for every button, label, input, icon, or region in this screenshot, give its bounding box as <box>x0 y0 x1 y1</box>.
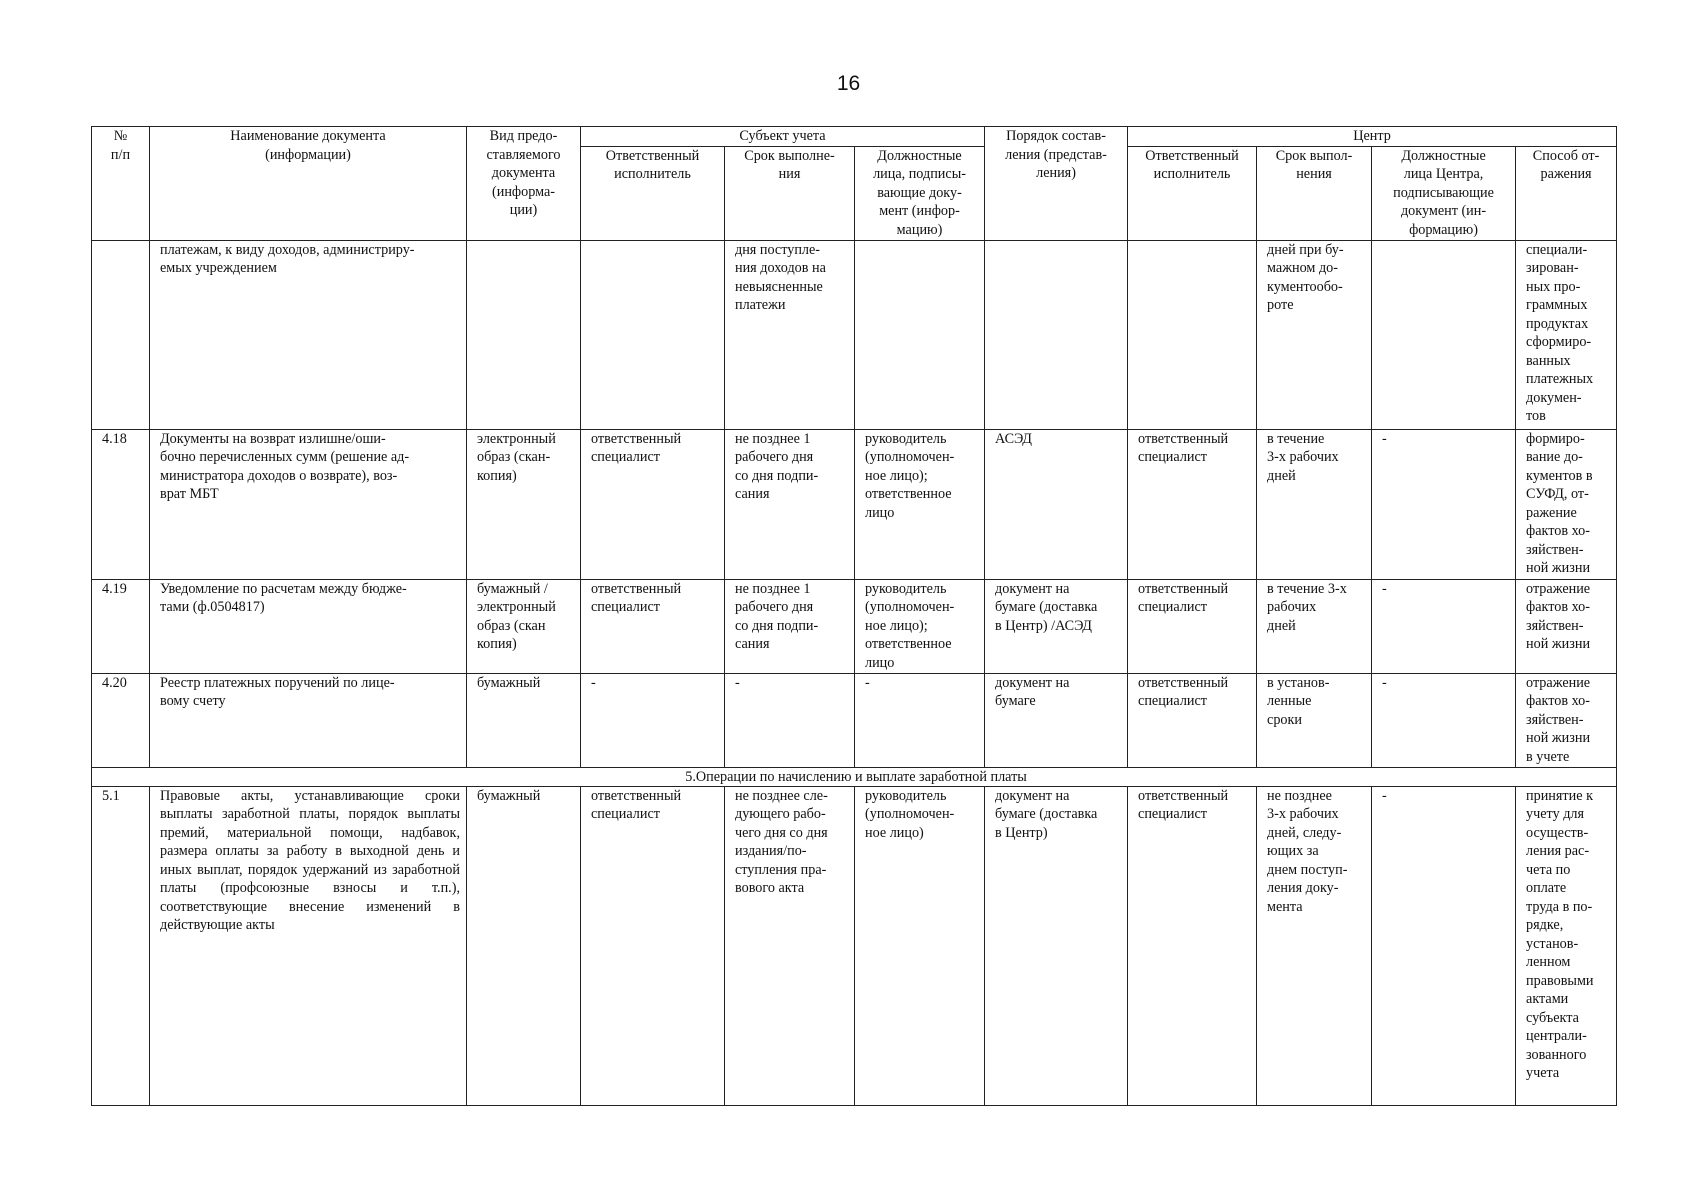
row-center-executor <box>1128 240 1257 429</box>
row-center-deadline: в течение 3-х рабочих дней <box>1257 429 1372 579</box>
row-document-name: Реестр платежных поручений по лице- вому счету <box>150 673 467 767</box>
header-center-executor: Ответственный исполнитель <box>1128 146 1257 240</box>
header-order: Порядок состав- ления (представ- ления) <box>985 127 1128 241</box>
row-center-executor: ответственный специалист <box>1128 579 1257 673</box>
document-table <box>91 126 1617 1106</box>
row-center-officials: - <box>1372 786 1516 1105</box>
row-center-officials: - <box>1372 579 1516 673</box>
row-subject-executor: ответственный специалист <box>581 786 725 1105</box>
header-document-type: Вид предо- ставляемого документа (информа- ции) <box>467 127 581 241</box>
page-number: 16 <box>836 72 861 95</box>
row-subject-officials: руководитель (уполномочен- ное лицо); ответственное лицо <box>855 429 985 579</box>
header-number: № п/п <box>92 127 150 241</box>
row-subject-deadline: дня поступле- ния доходов на невыясненные платежи <box>725 240 855 429</box>
row-document-type: бумажный <box>467 673 581 767</box>
table-header <box>92 127 1617 241</box>
header-subject-deadline: Срок выполне- ния <box>725 146 855 240</box>
row-document-name: Уведомление по расчетам между бюдже- тами (ф.0504817) <box>150 579 467 673</box>
section-heading-row <box>92 767 1617 786</box>
row-center-deadline: в установ- ленные сроки <box>1257 673 1372 767</box>
row-center-method: принятие к учету для осуществ- ления рас- чета по оплате труда в по- рядке, установ- ленном правовыми актами субъекта централи- зованного учета <box>1516 786 1617 1105</box>
row-order: документ на бумаге (доставка в Центр) <box>985 786 1128 1105</box>
row-center-deadline: не позднее 3-х рабочих дней, следу- ющих за днем поступ- ления доку- мента <box>1257 786 1372 1105</box>
row-document-type: бумажный / электронный образ (скан копия) <box>467 579 581 673</box>
row-center-executor: ответственный специалист <box>1128 673 1257 767</box>
row-center-officials <box>1372 240 1516 429</box>
row-center-method: формиро- вание до- кументов в СУФД, от- ражение фактов хо- зяйствен- ной жизни <box>1516 429 1617 579</box>
row-subject-executor: - <box>581 673 725 767</box>
header-center-deadline: Срок выпол- нения <box>1257 146 1372 240</box>
row-center-officials: - <box>1372 673 1516 767</box>
header-center-officials: Должностные лица Центра, подписывающие документ (ин- формацию) <box>1372 146 1516 240</box>
row-document-name: Документы на возврат излишне/оши- бочно перечисленных сумм (решение ад- министратора доходов о возврате), воз- врат МБТ <box>150 429 467 579</box>
header-subject-officials: Должностные лица, подписы- вающие доку- мент (инфор- мацию) <box>855 146 985 240</box>
section-heading: 5.Операции по начислению и выплате заработной платы <box>92 767 1617 786</box>
row-order: документ на бумаге (доставка в Центр) /АСЭД <box>985 579 1128 673</box>
row-number: 4.19 <box>92 579 150 673</box>
header-document-name: Наименование документа (информации) <box>150 127 467 241</box>
row-subject-deadline: - <box>725 673 855 767</box>
table-row <box>92 429 1617 579</box>
row-center-method: отражение фактов хо- зяйствен- ной жизни в учете <box>1516 673 1617 767</box>
table-row <box>92 786 1617 1105</box>
row-center-deadline: дней при бу- мажном до- кументообо- роте <box>1257 240 1372 429</box>
table-row <box>92 240 1617 429</box>
row-subject-executor: ответственный специалист <box>581 579 725 673</box>
table-row <box>92 673 1617 767</box>
row-subject-officials: руководитель (уполномочен- ное лицо); ответственное лицо <box>855 579 985 673</box>
row-document-type: электронный образ (скан- копия) <box>467 429 581 579</box>
table-row <box>92 579 1617 673</box>
row-order: АСЭД <box>985 429 1128 579</box>
row-subject-officials <box>855 240 985 429</box>
header-subject-executor: Ответственный исполнитель <box>581 146 725 240</box>
row-subject-executor: ответственный специалист <box>581 429 725 579</box>
row-number: 5.1 <box>92 786 150 1105</box>
row-center-executor: ответственный специалист <box>1128 786 1257 1105</box>
header-subject-group: Субъект учета <box>581 127 985 147</box>
row-number: 4.18 <box>92 429 150 579</box>
header-center-group: Центр <box>1128 127 1617 147</box>
row-subject-officials: - <box>855 673 985 767</box>
row-subject-deadline: не позднее 1 рабочего дня со дня подпи- сания <box>725 579 855 673</box>
row-center-deadline: в течение 3-х рабочих дней <box>1257 579 1372 673</box>
row-document-type <box>467 240 581 429</box>
row-center-executor: ответственный специалист <box>1128 429 1257 579</box>
header-center-method: Способ от- ражения <box>1516 146 1617 240</box>
row-number: 4.20 <box>92 673 150 767</box>
row-subject-executor <box>581 240 725 429</box>
row-subject-officials: руководитель (уполномочен- ное лицо) <box>855 786 985 1105</box>
row-center-method: отражение фактов хо- зяйствен- ной жизни <box>1516 579 1617 673</box>
row-document-name: Правовые акты, устанавливающие сроки выплаты заработной платы, порядок выплаты премий, материальной помощи, надбавок, размера оплаты за работу в выходной день и иных выплат, порядок удержаний из заработной платы (профсоюзные взносы и т.п.), соответствующие внесение изменений в действующие акты <box>150 786 467 1105</box>
row-number <box>92 240 150 429</box>
row-center-officials: - <box>1372 429 1516 579</box>
row-center-method: специали- зирован- ных про- граммных продуктах сформиро- ванных платежных докумен- тов <box>1516 240 1617 429</box>
row-subject-deadline: не позднее сле- дующего рабо- чего дня со дня издания/по- ступления пра- вового акта <box>725 786 855 1105</box>
row-document-type: бумажный <box>467 786 581 1105</box>
row-subject-deadline: не позднее 1 рабочего дня со дня подпи- сания <box>725 429 855 579</box>
row-order <box>985 240 1128 429</box>
row-order: документ на бумаге <box>985 673 1128 767</box>
row-document-name: платежам, к виду доходов, администриру- емых учреждением <box>150 240 467 429</box>
